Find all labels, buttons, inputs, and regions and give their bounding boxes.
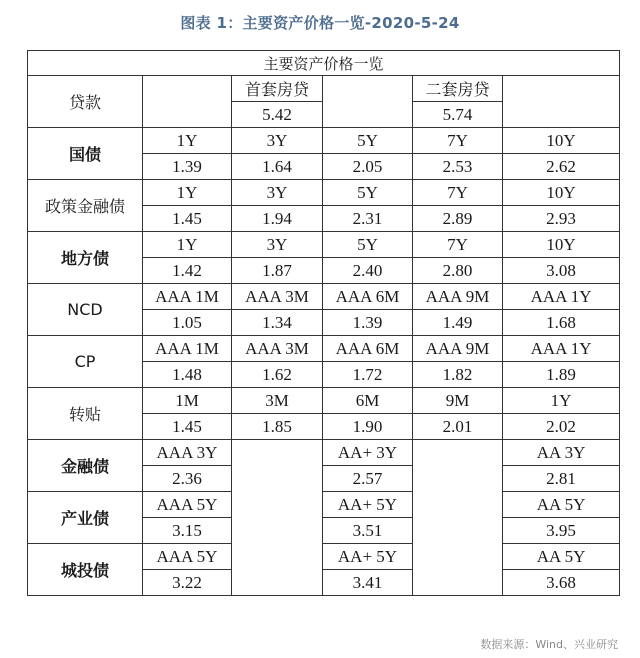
second-mortgage-value: 5.74 — [413, 102, 503, 128]
value-cell: 1.85 — [232, 414, 323, 440]
term-cell: AAA 5Y — [143, 544, 232, 570]
value-cell: 3.22 — [143, 570, 232, 596]
term-cell: AA+ 5Y — [323, 544, 413, 570]
value-cell: 1.87 — [232, 258, 323, 284]
term-cell: AAA 6M — [323, 336, 413, 362]
first-mortgage-value: 5.42 — [232, 102, 323, 128]
table-row — [28, 544, 620, 570]
term-cell: 5Y — [323, 128, 413, 154]
term-cell: 10Y — [503, 180, 620, 206]
value-cell: 3.95 — [503, 518, 620, 544]
row-label: 转贴 — [28, 388, 143, 440]
term-cell: 5Y — [323, 180, 413, 206]
term-cell: AAA 6M — [323, 284, 413, 310]
table-row — [28, 440, 620, 466]
term-cell: AA 5Y — [503, 492, 620, 518]
value-cell: 1.45 — [143, 206, 232, 232]
value-cell: 3.41 — [323, 570, 413, 596]
value-cell: 2.31 — [323, 206, 413, 232]
value-cell: 3.51 — [323, 518, 413, 544]
term-cell: 6M — [323, 388, 413, 414]
value-cell: 1.39 — [143, 154, 232, 180]
row-label: 城投债 — [28, 544, 143, 596]
empty-cell — [323, 76, 413, 128]
term-cell: 7Y — [413, 180, 503, 206]
term-cell: AAA 1Y — [503, 284, 620, 310]
value-cell: 3.15 — [143, 518, 232, 544]
term-cell: AA 3Y — [503, 440, 620, 466]
term-cell: AAA 1Y — [503, 336, 620, 362]
row-label: 金融债 — [28, 440, 143, 492]
second-mortgage-label: 二套房贷 — [413, 76, 503, 102]
value-cell: 1.90 — [323, 414, 413, 440]
value-cell: 2.05 — [323, 154, 413, 180]
value-cell: 2.36 — [143, 466, 232, 492]
table-row — [28, 128, 620, 154]
table-title: 主要资产价格一览 — [28, 51, 620, 76]
term-cell: 3Y — [232, 232, 323, 258]
table-row — [28, 232, 620, 258]
term-cell: 5Y — [323, 232, 413, 258]
term-cell: AA 5Y — [503, 544, 620, 570]
value-cell: 2.53 — [413, 154, 503, 180]
table-row — [28, 180, 620, 206]
empty-cell — [232, 440, 323, 596]
term-cell: 7Y — [413, 128, 503, 154]
asset-price-table — [27, 50, 620, 596]
term-cell: 1Y — [143, 232, 232, 258]
value-cell: 2.01 — [413, 414, 503, 440]
value-cell: 1.64 — [232, 154, 323, 180]
term-cell: 7Y — [413, 232, 503, 258]
row-label: 产业债 — [28, 492, 143, 544]
row-label: 地方债 — [28, 232, 143, 284]
term-cell: AA+ 5Y — [323, 492, 413, 518]
term-cell: 3M — [232, 388, 323, 414]
value-cell: 1.48 — [143, 362, 232, 388]
value-cell: 1.94 — [232, 206, 323, 232]
term-cell: AAA 9M — [413, 336, 503, 362]
term-cell: AAA 1M — [143, 284, 232, 310]
loan-label: 贷款 — [28, 76, 143, 128]
term-cell: 1M — [143, 388, 232, 414]
empty-cell — [413, 440, 503, 596]
empty-cell — [143, 76, 232, 128]
term-cell: AAA 3M — [232, 336, 323, 362]
term-cell: 1Y — [503, 388, 620, 414]
row-label: 政策金融债 — [28, 180, 143, 232]
value-cell: 2.57 — [323, 466, 413, 492]
term-cell: 10Y — [503, 128, 620, 154]
term-cell: AAA 1M — [143, 336, 232, 362]
value-cell: 2.80 — [413, 258, 503, 284]
row-label: CP — [28, 336, 143, 388]
term-cell: 1Y — [143, 128, 232, 154]
value-cell: 1.89 — [503, 362, 620, 388]
value-cell: 2.62 — [503, 154, 620, 180]
table-row — [28, 492, 620, 518]
table-row — [28, 336, 620, 362]
value-cell: 3.08 — [503, 258, 620, 284]
term-cell: AAA 3Y — [143, 440, 232, 466]
table-row — [28, 284, 620, 310]
loan-row — [28, 76, 620, 102]
value-cell: 2.93 — [503, 206, 620, 232]
row-label: NCD — [28, 284, 143, 336]
source-note: 数据来源：Wind、兴业研究 — [480, 638, 618, 651]
value-cell: 2.89 — [413, 206, 503, 232]
value-cell: 1.62 — [232, 362, 323, 388]
row-label: 国债 — [28, 128, 143, 180]
term-cell: 3Y — [232, 128, 323, 154]
term-cell: 9M — [413, 388, 503, 414]
value-cell: 1.45 — [143, 414, 232, 440]
table-title-row — [28, 51, 620, 76]
value-cell: 1.39 — [323, 310, 413, 336]
value-cell: 1.82 — [413, 362, 503, 388]
value-cell: 3.68 — [503, 570, 620, 596]
term-cell: 1Y — [143, 180, 232, 206]
value-cell: 1.05 — [143, 310, 232, 336]
value-cell: 1.68 — [503, 310, 620, 336]
value-cell: 1.42 — [143, 258, 232, 284]
first-mortgage-label: 首套房贷 — [232, 76, 323, 102]
term-cell: AAA 3M — [232, 284, 323, 310]
term-cell: 3Y — [232, 180, 323, 206]
table-row — [28, 388, 620, 414]
value-cell: 2.40 — [323, 258, 413, 284]
term-cell: AA+ 3Y — [323, 440, 413, 466]
value-cell: 1.72 — [323, 362, 413, 388]
value-cell: 2.81 — [503, 466, 620, 492]
figure-caption: 图表 1：主要资产价格一览-2020-5-24 — [180, 14, 460, 32]
term-cell: AAA 5Y — [143, 492, 232, 518]
term-cell: 10Y — [503, 232, 620, 258]
value-cell: 1.34 — [232, 310, 323, 336]
value-cell: 1.49 — [413, 310, 503, 336]
empty-cell — [503, 76, 620, 128]
value-cell: 2.02 — [503, 414, 620, 440]
term-cell: AAA 9M — [413, 284, 503, 310]
